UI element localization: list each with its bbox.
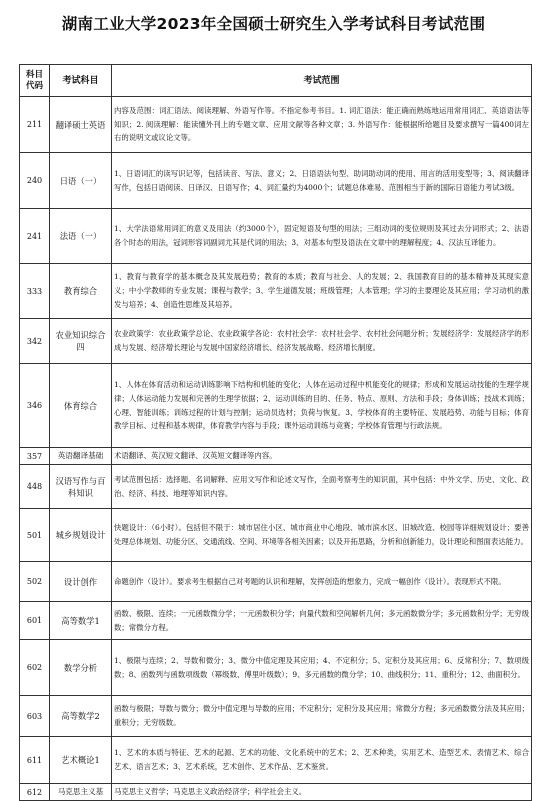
exam-scope: 函数、极限、连续；一元函数微分学；一元函数积分学；向量代数和空间解析几何；多元函数微分学；多元函数积分学；无穷级数；常微分方程。 (112, 602, 532, 640)
subject-code: 333 (20, 264, 50, 319)
subject-code: 346 (20, 364, 50, 448)
subject-code: 241 (20, 209, 50, 264)
exam-scope: 马克思主义哲学；马克思主义政治经济学；科学社会主义。 (112, 784, 532, 801)
exam-scope: 1、人体在体育活动和运动训练影响下结构和机能的变化；人体在运动过程中机能变化的规律；形成和发展运动技能的生理学规律；人体运动能力发展和完善的生理学依据；2、运动训练的目的、任务、特点、原则、方法和手段；身体训练；技战术训练；心理、智能训练；训练过程的计划与控制；运动员选材；负荷与恢复。3、学校体育的主要特征、发展趋势、功能与目标；体育教学目标、过程和基本规律，体育教学内容与手段；课外运动训练与竞赛；学校体育管理与行政法规。 (112, 364, 532, 448)
table-row (20, 509, 532, 562)
exam-scope: 快题设计：（6小时）。包括但不限于：城市居住小区、城市商业中心地段、城市滨水区、旧城改造、校园等详细规划设计；要善处理总体规划、功能分区、交通流线、空间、环境等各相关因素；以及开拓思路，分析和创新能力，设计理论和图面表达能力。 (112, 509, 532, 562)
subject-name: 高等数学1 (50, 602, 112, 640)
subject-name: 英语翻译基础 (50, 448, 112, 465)
subject-code: 603 (20, 696, 50, 737)
table-row (20, 784, 532, 801)
subject-code: 211 (20, 97, 50, 153)
subject-name: 法语（一） (50, 209, 112, 264)
subject-name: 高等数学2 (50, 696, 112, 737)
table-row (20, 364, 532, 448)
subject-name: 汉语写作与百科知识 (50, 465, 112, 509)
table-row (20, 696, 532, 737)
table-row (20, 737, 532, 784)
subject-name: 日语（一） (50, 153, 112, 209)
subject-code: 342 (20, 319, 50, 364)
header-code: 科目代码 (20, 65, 50, 97)
table-row (20, 465, 532, 509)
subject-name: 体育综合 (50, 364, 112, 448)
exam-scope: 1、大学法语常用词汇的意义及用法（约3000个），固定短语及句型的用法；三组动词的变位规则及其过去分词形式；2、法语各个时态的用法，冠词形容词副词尤其是代词的用法；3、对基本句型及语法在文章中的理解程度；4、汉法互译能力。 (112, 209, 532, 264)
exam-scope: 1、教育与教育学的基本概念及其发展趋势；教育的本质；教育与社会、人的发展；2、我国教育目的的基本精神及其现实意义；中小学教师的专业发展；课程与教学；3、学生道德发展；班级管理；人本管理；学习的主要理论及其应用；学习动机的激发与培养；4、创造性思维及其培养。 (112, 264, 532, 319)
subject-code: 502 (20, 562, 50, 602)
subject-name: 数学分析 (50, 640, 112, 696)
header-scope: 考试范围 (112, 65, 532, 97)
exam-scope: 内容及范围：词汇语法、阅读理解、外语写作等。不指定参考书目。1. 词汇语法：能正确而熟练地运用常用词汇、英语语法等知识；2. 阅读理解：能读懂外刊上的专题文章、应用文献等各种文章；3. 外语写作：能根据所给题目及要求撰写一篇400词左右的说明文或议论文等。 (112, 97, 532, 153)
table-row (20, 264, 532, 319)
table-row (20, 562, 532, 602)
subject-code: 357 (20, 448, 50, 465)
subject-name: 设计创作 (50, 562, 112, 602)
table-row (20, 319, 532, 364)
subject-name: 马克思主义基 (50, 784, 112, 801)
exam-scope: 命题创作（设计）。要求考生根据自己对考题的认识和理解，发挥创造的想象力，完成一幅创作（设计）。表现形式不限。 (112, 562, 532, 602)
table-row (20, 448, 532, 465)
exam-scope-table (19, 64, 532, 801)
subject-code: 240 (20, 153, 50, 209)
table-row (20, 97, 532, 153)
header-subject: 考试科目 (50, 65, 112, 97)
table-row (20, 602, 532, 640)
table-row (20, 209, 532, 264)
table-header-row (20, 65, 532, 97)
subject-code: 448 (20, 465, 50, 509)
subject-code: 612 (20, 784, 50, 801)
subject-name: 城乡规划设计 (50, 509, 112, 562)
subject-code: 601 (20, 602, 50, 640)
exam-scope: 术语翻译、英汉短文翻译、汉英短文翻译等内容。 (112, 448, 532, 465)
exam-scope: 函数与极限；导数与微分；微分中值定理与导数的应用；不定积分；定积分及其应用；常微分方程；多元函数微分法及其应用；重积分；无穷级数。 (112, 696, 532, 737)
subject-code: 501 (20, 509, 50, 562)
subject-name: 翻译硕士英语 (50, 97, 112, 153)
subject-code: 602 (20, 640, 50, 696)
exam-scope: 1、艺术的本质与特征、艺术的起源、艺术的功能、文化系统中的艺术；2、艺术种类，实用艺术、造型艺术、表情艺术、综合艺术、语言艺术；3、艺术系统，艺术创作、艺术作品、艺术鉴赏。 (112, 737, 532, 784)
exam-scope: 1、极限与连续；2、导数和微分；3、微分中值定理及其应用；4、不定积分；5、定积分及其应用；6、反常积分；7、数项级数；8、函数列与函数项级数（幂级数、傅里叶级数）；9、多元函数的微分学；10、曲线积分；11、重积分；12、曲面积分。 (112, 640, 532, 696)
exam-scope: 1、日语词汇的读写识记等，包括读音、写法、意义；2、日语语法句型、助词助动词的使用、用言的活用变型等；3、阅读翻译写作，包括日语阅读、日译汉、日语写作；4、词汇量约为4000个；试题总体难易、范围相当于新的国际日语能力考试3级。 (112, 153, 532, 209)
page-title: 湖南工业大学2023年全国硕士研究生入学考试科目考试范围 (61, 15, 486, 33)
table-row (20, 640, 532, 696)
subject-code: 611 (20, 737, 50, 784)
subject-name: 农业知识综合四 (50, 319, 112, 364)
subject-name: 教育综合 (50, 264, 112, 319)
subject-name: 艺术概论1 (50, 737, 112, 784)
table-row (20, 153, 532, 209)
exam-scope: 考试范围包括：选择题、名词解释、应用文写作和论述文写作，全面考察考生的知识面，其中包括：中外文学、历史、文化、政治、经济、科技、地理等知识内容。 (112, 465, 532, 509)
exam-scope: 农业政策学：农业政策学总论、农业政策学各论：农村社会学：农村社会学、农村社会问题分析；发展经济学：发展经济学的形成与发展、经济增长理论与发展中国家经济增长、经济发展战略、经济增长制度。 (112, 319, 532, 364)
